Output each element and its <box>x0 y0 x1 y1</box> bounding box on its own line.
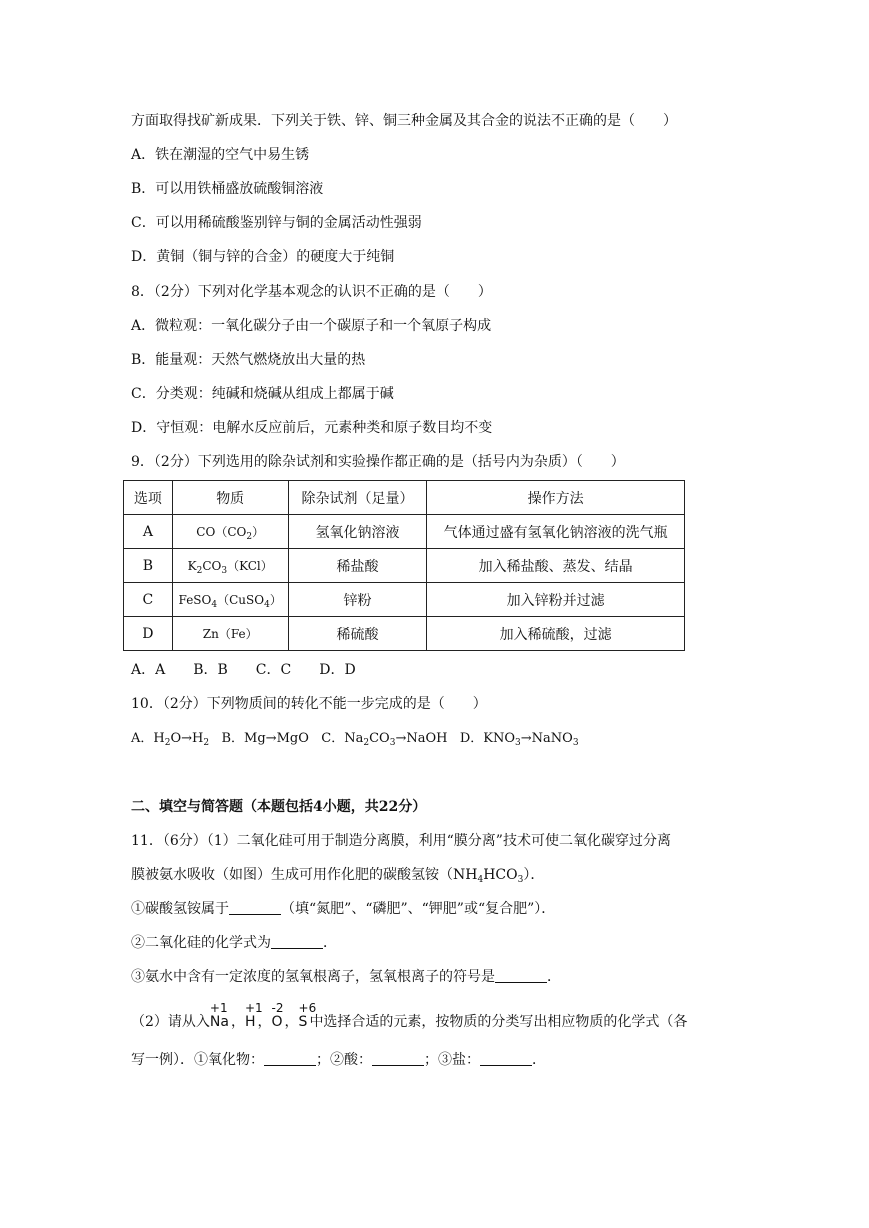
row-option: C <box>124 583 173 617</box>
header-method: 操作方法 <box>427 481 685 515</box>
table-row <box>124 549 685 583</box>
header-option: 选项 <box>124 481 173 515</box>
element-h: +1 H <box>244 1001 263 1030</box>
row-reagent: 稀盐酸 <box>288 549 427 583</box>
answer-blank[interactable] <box>372 1051 424 1066</box>
table-row <box>124 515 685 549</box>
q8-option-c: C．分类观：纯碱和烧碱从组成上都属于碱 <box>131 386 394 402</box>
answer-blank[interactable] <box>229 900 281 915</box>
header-reagent: 除杂试剂（足量） <box>288 481 427 515</box>
q11-sub2: ②二氧化硅的化学式为 ． <box>131 935 337 951</box>
q11-part2: （2）请从入 +1 Na ， +1 H ， -2 O ， +6 S 中选择合适的元素，按物质的分类写出相应物质的化学式（各 <box>131 1001 688 1030</box>
q11-part2-answers: 写一例）．①氧化物： ；②酸： ；③盐： ． <box>131 1052 546 1068</box>
q7-stem: 方面取得找矿新成果．下列关于铁、锌、铜三种金属及其合金的说法不正确的是（ ） <box>131 113 677 129</box>
row-option: D <box>124 617 173 651</box>
row-method: 加入锌粉并过滤 <box>427 583 685 617</box>
row-substance: Zn（Fe） <box>172 617 288 651</box>
q7-option-d: D．黄铜（铜与锌的合金）的硬度大于纯铜 <box>131 249 395 265</box>
element-o: -2 O <box>271 1001 284 1030</box>
q8-stem: 8．（2分）下列对化学基本观念的认识不正确的是（ ） <box>131 284 492 300</box>
row-method: 气体通过盛有氢氧化钠溶液的洗气瓶 <box>427 515 685 549</box>
row-option: B <box>124 549 173 583</box>
q10-option-a: A．$H_2O\to H_2$ <box>131 731 210 748</box>
answer-blank[interactable] <box>271 934 323 949</box>
element-na: +1 Na <box>209 1001 229 1030</box>
table-header-row <box>124 481 685 515</box>
answer-blank[interactable] <box>495 968 547 983</box>
row-substance: $K_2CO_3(KCl)$ <box>172 549 288 583</box>
q10-option-b: B．Mg→MgO <box>221 731 309 746</box>
section-heading: 二、填空与简答题（本题包括4小题，共22分） <box>131 799 427 815</box>
element-s: +6 S <box>298 1001 317 1030</box>
answer-blank[interactable] <box>264 1051 316 1066</box>
header-substance: 物质 <box>172 481 288 515</box>
q11-sub1: ①碳酸氢铵属于 （填“氮肥”、“磷肥”、“钾肥”或“复合肥”）． <box>131 901 556 917</box>
answer-blank[interactable] <box>480 1051 532 1066</box>
q10-stem: 10．（2分）下列物质间的转化不能一步完成的是（ ） <box>131 696 487 712</box>
row-option: A <box>124 515 173 549</box>
q10-option-d: D．$KNO_3\to NaNO_3$ <box>459 731 579 748</box>
table-row <box>124 583 685 617</box>
q10-options <box>131 729 579 749</box>
row-reagent: 稀硫酸 <box>288 617 427 651</box>
row-substance: FeSO$_4$（CuSO$_4$） <box>172 583 288 617</box>
q7-option-c: C．可以用稀硫酸鉴别锌与铜的金属活动性强弱 <box>131 215 422 231</box>
row-substance: $CO(CO_2)$ <box>172 515 288 549</box>
q10-option-c: C．$Na_2CO_3\to NaOH$ <box>321 731 448 748</box>
q11-sub3: ③氨水中含有一定浓度的氢氧根离子，氢氧根离子的符号是 ． <box>131 969 561 985</box>
q9-stem: 9．（2分）下列选用的除杂试剂和实验操作都正确的是（括号内为杂质）（ ） <box>131 454 625 470</box>
row-reagent: 氢氧化钠溶液 <box>288 515 427 549</box>
row-reagent: 锌粉 <box>288 583 427 617</box>
q11-line2: 膜被氨水吸收（如图）生成可用作化肥的碳酸氢铵$(NH_4HCO_3)$． <box>131 867 545 885</box>
row-method: 加入稀硫酸，过滤 <box>427 617 685 651</box>
q7-option-a: A．铁在潮湿的空气中易生锈 <box>131 147 310 163</box>
q8-option-a: A．微粒观：一氧化碳分子由一个碳原子和一个氧原子构成 <box>131 318 492 334</box>
q11-line1: 11．（6分）（1）二氧化硅可用于制造分离膜，利用“膜分离”技术可使二氧化碳穿过分离 <box>131 833 671 849</box>
q9-answer-options: A．A B．B C．C D．D <box>131 662 356 678</box>
q8-option-b: B．能量观：天然气燃烧放出大量的热 <box>131 352 366 368</box>
table-row <box>124 617 685 651</box>
row-method: 加入稀盐酸、蒸发、结晶 <box>427 549 685 583</box>
q7-option-b: B．可以用铁桶盛放硫酸铜溶液 <box>131 181 324 197</box>
q8-option-d: D．守恒观：电解水反应前后，元素种类和原子数目均不变 <box>131 420 493 436</box>
q9-table <box>123 480 685 651</box>
